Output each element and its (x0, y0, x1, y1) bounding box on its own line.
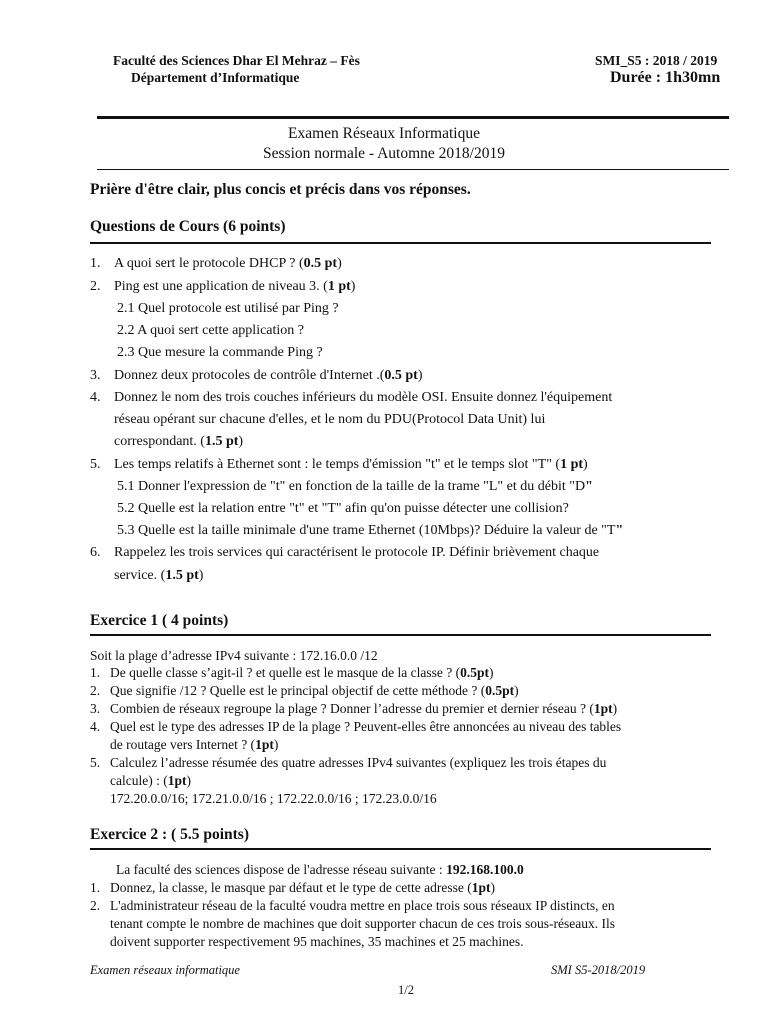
question-number: 1. (90, 880, 101, 895)
faculty-name: Faculté des Sciences Dhar El Mehraz – Fès (113, 53, 360, 68)
question-line (117, 479, 593, 495)
question-text: 5.1 Donner l'expression de "t" en fonction de la taille de la trame "L" et du débit "D (117, 479, 586, 494)
points-value: 1pt (471, 880, 491, 895)
question-number: 1. (90, 256, 101, 271)
closing-paren: ) (337, 256, 342, 271)
question-text: Quel est le type des adresses IP de la plage ? Peuvent-elles être annoncées au niveau des tables (110, 719, 622, 734)
question-line (114, 390, 612, 406)
question-text: 172.20.0.0/16; 172.21.0.0/16 ; 172.22.0.0/16 ; 172.23.0.0/16 (110, 791, 437, 806)
question-text: service. ( (114, 568, 166, 583)
question-number: 2. (90, 898, 101, 913)
question-text: tenant compte le nombre de machines que doit supporter chacun de ces trois sous-réseaux. Ils (110, 916, 615, 931)
question-text: De quelle classe s’agit-il ? et quelle est le masque de la classe ? ( (110, 665, 461, 680)
question-line (114, 368, 423, 384)
question-text: calcule) : ( (110, 773, 168, 788)
closing-paren: ) (417, 368, 423, 383)
question-line (117, 345, 323, 361)
section-rule-cours (90, 242, 711, 244)
question-line (110, 934, 524, 950)
question-number: 5. (90, 755, 101, 770)
section-heading-ex1: Exercice 1 ( 4 points) (90, 612, 229, 629)
question-line (117, 523, 623, 539)
question-line (110, 773, 191, 789)
question-number: 3. (90, 701, 101, 716)
points-value: 1pt (255, 737, 274, 752)
class-year: SMI_S5 : 2018 / 2019 (595, 53, 718, 68)
question-text: La faculté des sciences dispose de l'adresse réseau suivante : (116, 862, 447, 877)
question-line (110, 880, 495, 896)
closing-paren: ) (238, 434, 244, 449)
question-line (114, 568, 203, 584)
closing-paren: ) (350, 279, 356, 294)
closing-paren: ) (612, 701, 618, 716)
question-line (114, 545, 599, 561)
question-number: 1. (90, 665, 101, 680)
points-value: 0.5 pt (303, 256, 338, 271)
question-line (110, 701, 617, 717)
question-text: Calculez l’adresse résumée des quatre adresses IPv4 suivantes (expliquez les trois étapes du (110, 755, 607, 770)
points-value: 1 pt (560, 457, 584, 472)
question-text: réseau opérant sur chacune d'elles, et le nom du PDU(Protocol Data Unit) lui (114, 412, 546, 427)
section-rule-ex2 (90, 848, 711, 850)
points-value: 1pt (593, 701, 613, 716)
question-text: Donnez, la classe, le masque par défaut et le type de cette adresse ( (110, 880, 472, 895)
points-value: 0.5pt (485, 683, 515, 698)
question-text: 2.2 A quoi sert cette application ? (117, 323, 305, 338)
question-line (90, 648, 378, 664)
question-line (114, 256, 342, 272)
question-text: Les temps relatifs à Ethernet sont : le temps d'émission "t" et le temps slot "T" ( (114, 457, 561, 472)
footer-right: SMI S5-2018/2019 (551, 963, 646, 977)
question-line (110, 791, 437, 807)
question-line (110, 683, 519, 699)
points-value: 1 pt (327, 279, 351, 294)
exam-session: Session normale - Automne 2018/2019 (263, 145, 505, 162)
closing-paren: ) (490, 880, 495, 895)
question-line (116, 862, 524, 878)
points-value: 1.5 pt (204, 434, 239, 449)
points-value: " (615, 523, 624, 538)
question-line (114, 279, 355, 295)
question-line (117, 301, 339, 317)
network-address: 192.168.100.0 (446, 862, 524, 877)
question-line (110, 665, 494, 681)
points-value: " (585, 479, 593, 494)
question-line (110, 916, 615, 932)
instruction: Prière d'être clair, plus concis et précis dans vos réponses. (90, 181, 471, 198)
closing-paren: ) (583, 457, 588, 472)
closing-paren: ) (198, 568, 204, 583)
question-number: 2. (90, 683, 101, 698)
exam-duration: Durée : 1h30mn (610, 69, 721, 86)
closing-paren: ) (186, 773, 191, 788)
question-line (110, 719, 621, 735)
question-text: Combien de réseaux regroupe la plage ? Donner l’adresse du premier et dernier réseau ? ( (110, 701, 594, 716)
question-line (117, 501, 569, 517)
closing-paren: ) (273, 737, 279, 752)
points-value: 0.5pt (460, 665, 489, 680)
points-value: 1pt (167, 773, 187, 788)
section-heading-cours: Questions de Cours (6 points) (90, 218, 286, 235)
department-name: Département d’Informatique (131, 70, 300, 85)
question-text: Donnez deux protocoles de contrôle d'Internet .( (114, 368, 385, 383)
question-number: 4. (90, 719, 101, 734)
closing-paren: ) (489, 665, 494, 680)
page-number: 1/2 (398, 983, 414, 997)
question-line (114, 457, 588, 473)
question-text: Que signifie /12 ? Quelle est le principal objectif de cette méthode ? ( (110, 683, 486, 698)
question-line (110, 755, 606, 771)
section-heading-ex2: Exercice 2 : ( 5.5 points) (90, 826, 249, 843)
question-text: doivent supporter respectivement 95 machines, 35 machines et 25 machines. (110, 934, 524, 949)
exam-title: Examen Réseaux Informatique (288, 125, 480, 142)
question-line (110, 737, 278, 753)
question-text: L'administrateur réseau de la faculté voudra mettre en place trois sous réseaux IP distincts, en (110, 898, 615, 913)
question-text: 5.2 Quelle est la relation entre "t" et "T" afin qu'on puisse détecter une collision? (117, 501, 569, 516)
question-text: Ping est une application de niveau 3. ( (114, 279, 328, 294)
question-number: 4. (90, 390, 101, 405)
question-number: 5. (90, 457, 101, 472)
question-text: Rappelez les trois services qui caractérisent le protocole IP. Définir brièvement chaque (114, 545, 600, 560)
question-text: de routage vers Internet ? ( (110, 737, 256, 752)
question-number: 3. (90, 368, 101, 383)
footer-left: Examen réseaux informatique (90, 963, 240, 977)
question-line (114, 434, 243, 450)
question-text: Donnez le nom des trois couches inférieurs du modèle OSI. Ensuite donnez l'équipement (114, 390, 613, 405)
question-text: 2.1 Quel protocole est utilisé par Ping ? (117, 301, 339, 316)
question-line (114, 412, 545, 428)
question-line (117, 323, 304, 339)
points-value: 1.5 pt (165, 568, 199, 583)
question-line (110, 898, 615, 914)
question-number: 6. (90, 545, 101, 560)
question-text: correspondant. ( (114, 434, 205, 449)
section-rule-ex1 (90, 634, 711, 636)
title-rule (97, 169, 729, 170)
closing-paren: ) (514, 683, 519, 698)
question-text: 5.3 Quelle est la taille minimale d'une trame Ethernet (10Mbps)? Déduire la valeur de "T (117, 523, 616, 538)
question-text: A quoi sert le protocole DHCP ? ( (114, 256, 304, 271)
question-text: Soit la plage d’adresse IPv4 suivante : 172.16.0.0 /12 (90, 648, 378, 663)
question-number: 2. (90, 279, 101, 294)
points-value: 0.5 pt (384, 368, 418, 383)
header-rule (97, 116, 729, 119)
question-text: 2.3 Que mesure la commande Ping ? (117, 345, 323, 360)
